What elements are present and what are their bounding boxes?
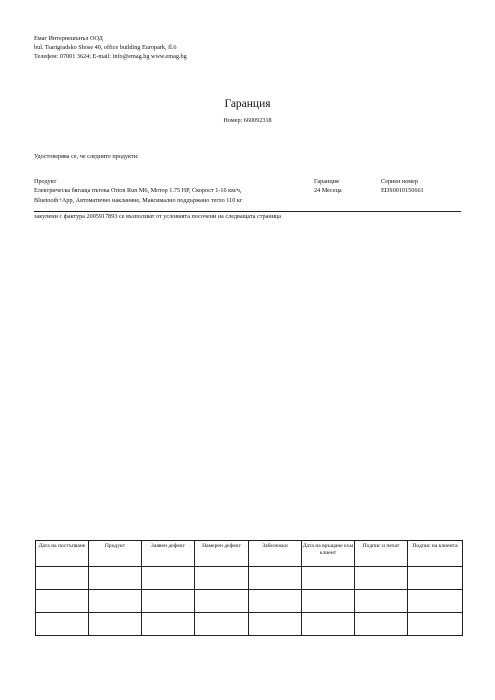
warranty-column-header: Гаранция xyxy=(314,178,339,185)
header-reported-defect: Заявен дефект xyxy=(142,541,195,567)
product-name-line: Електрическа бягаща пътека Orion Run M6, Мотор 1.75 HP, Скорост 1-16 км/ч, xyxy=(34,187,242,194)
table-cell xyxy=(408,567,463,590)
table-cell xyxy=(249,613,302,636)
table-cell xyxy=(36,567,89,590)
product-name xyxy=(34,186,304,205)
table-row xyxy=(36,613,463,636)
header-return-date: Дата на връщане към клиент xyxy=(302,541,355,567)
invoice-text: закупени с фактура 2005917893 се възползват от условията посочени на следващата страница xyxy=(34,213,282,220)
divider-line xyxy=(34,211,461,212)
table-cell xyxy=(249,590,302,613)
document-title: Гаранция xyxy=(224,98,271,110)
table-cell xyxy=(249,567,302,590)
table-cell xyxy=(302,567,355,590)
header-notes: Забележки xyxy=(249,541,302,567)
company-contacts: Телефон: 07001 3624; E-mail: info@emag.bg www.emag.bg xyxy=(34,53,187,60)
header-found-defect: Намерен дефект xyxy=(195,541,249,567)
table-cell xyxy=(36,590,89,613)
company-info xyxy=(34,34,187,61)
product-serial: EDS0010150661 xyxy=(381,187,424,194)
company-address: bul. Tsarigradsko Shose 40, office building Europark, fl.6 xyxy=(34,44,177,51)
table-cell xyxy=(302,613,355,636)
table-cell xyxy=(89,590,142,613)
table-cell xyxy=(89,567,142,590)
table-cell xyxy=(142,613,195,636)
table-cell xyxy=(408,613,463,636)
certify-text: Удостоверява се, че следните продукти: xyxy=(34,153,139,160)
table-cell xyxy=(302,590,355,613)
table-cell xyxy=(195,567,249,590)
table-cell xyxy=(142,567,195,590)
table-cell xyxy=(408,590,463,613)
company-name: Емаг Интернешънъл ООД xyxy=(34,35,103,42)
table-cell xyxy=(89,613,142,636)
table-row xyxy=(36,567,463,590)
header-product: Продукт xyxy=(89,541,142,567)
table-cell xyxy=(355,613,408,636)
table-cell xyxy=(195,613,249,636)
table-row xyxy=(36,590,463,613)
product-name-line: Bluetooth+App, Автоматично накланяне, Максимално поддържано тегло 110 кг xyxy=(34,196,243,204)
header-signature-stamp: Подпис и печат xyxy=(355,541,408,567)
product-warranty: 24 Месеца xyxy=(314,187,342,194)
service-log-table xyxy=(35,540,463,636)
table-cell xyxy=(142,590,195,613)
table-cell xyxy=(36,613,89,636)
header-client-signature: Подпис на клиента xyxy=(408,541,463,567)
document-number: Номер: 660092318 xyxy=(223,117,272,124)
service-table-header-row xyxy=(36,541,463,567)
product-column-header: Продукт xyxy=(34,178,57,185)
table-cell xyxy=(355,567,408,590)
table-cell xyxy=(195,590,249,613)
header-date-received: Дата на постъпване xyxy=(36,541,89,567)
serial-column-header: Сериен номер xyxy=(381,178,419,185)
table-cell xyxy=(355,590,408,613)
